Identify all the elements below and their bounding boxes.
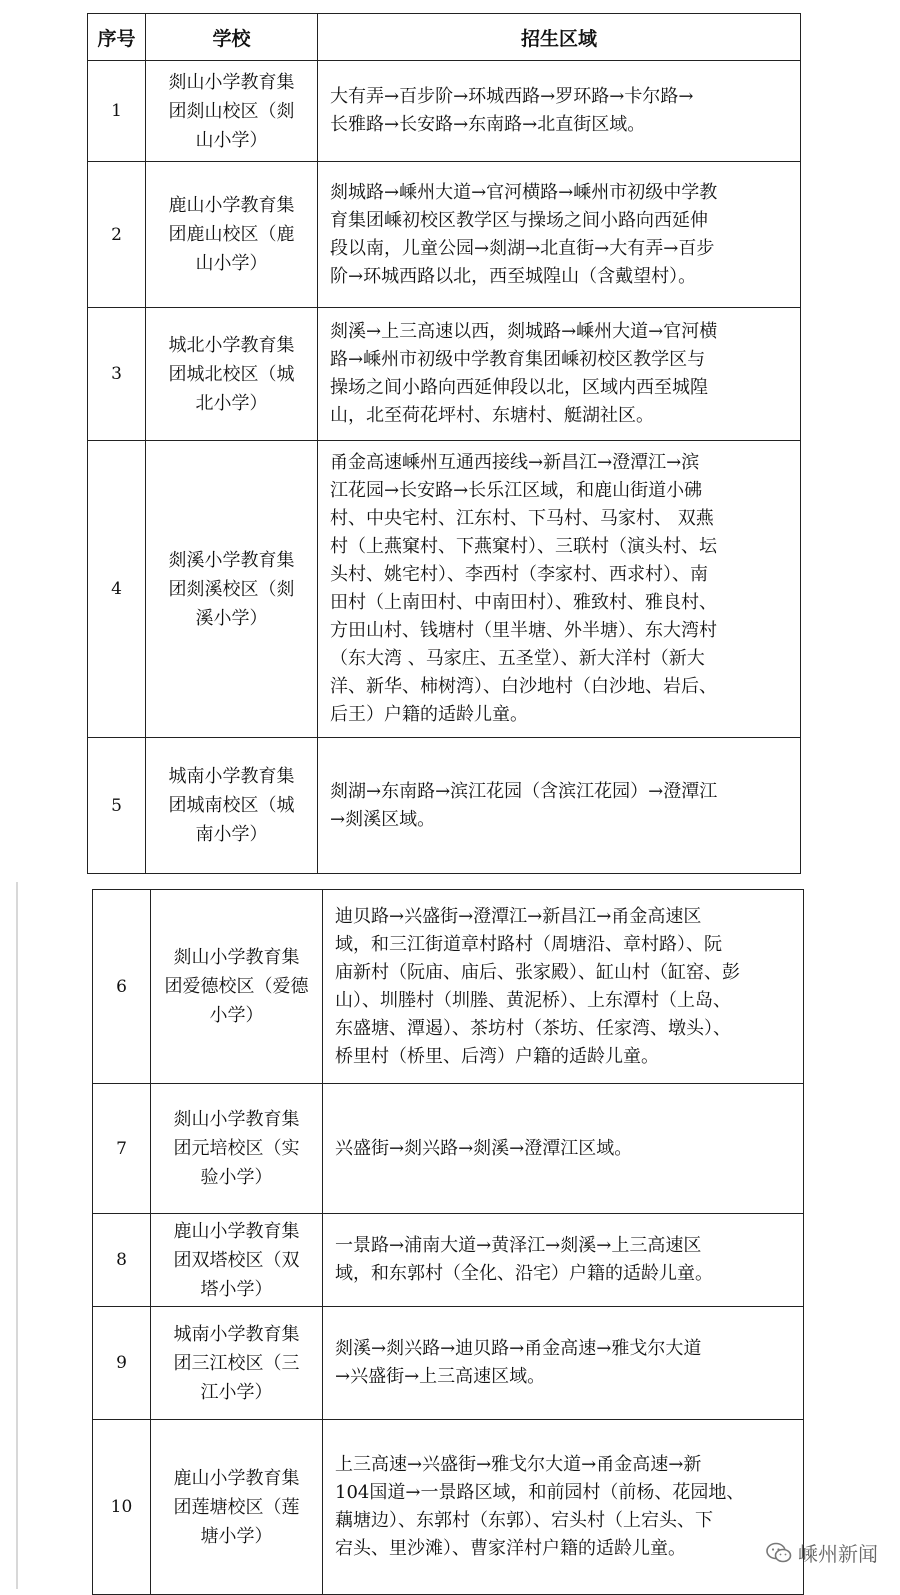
enrollment-area — [323, 1420, 804, 1595]
page-gap — [0, 876, 900, 888]
watermark — [766, 1538, 878, 1567]
enrollment-table-part-2 — [92, 889, 804, 1595]
enrollment-area-line: 路→嵊州市初级中学教育集团嵊初校区教学区与 — [330, 349, 706, 370]
school-name-line: 山小学） — [195, 253, 268, 274]
school-name-line: 塘小学） — [200, 1525, 273, 1547]
enrollment-area-line: 大有弄→百步阶→环城西路→罗环路→卡尔路→ — [330, 86, 694, 107]
school-name-line: 剡山小学教育集 — [173, 947, 300, 968]
enrollment-area-line: 东盛塘、潭遏）、茶坊村（茶坊、任家湾、墩头）、 — [335, 1017, 731, 1039]
enrollment-area-line: 长雅路→长安路→东南路→北直街区域。 — [330, 114, 646, 135]
row-index: 8 — [93, 1214, 151, 1307]
table-row — [88, 61, 801, 162]
school-name-line: 南小学） — [195, 824, 268, 845]
enrollment-area-line: 域，和东郭村（全化、沿宅）户籍的适龄儿童。 — [335, 1263, 713, 1284]
school-name-line: 塔小学） — [200, 1278, 273, 1300]
school-name — [146, 441, 318, 738]
row-index: 2 — [88, 162, 146, 308]
school-name-line: 剡山小学教育集 — [168, 71, 295, 93]
header-row — [88, 14, 801, 61]
school-name-line: 团城北校区（城 — [168, 363, 295, 385]
school-name-line: 溪小学） — [195, 607, 268, 629]
school-name-line: 团三江校区（三 — [173, 1352, 300, 1374]
school-name-line: 鹿山小学教育集 — [173, 1467, 300, 1489]
enrollment-area-line: 剡城路→嵊州大道→官河横路→嵊州市初级中学教 — [330, 181, 718, 203]
enrollment-area — [318, 61, 801, 162]
school-name-line: 团元培校区（实 — [173, 1138, 300, 1159]
table-row — [93, 1214, 804, 1307]
enrollment-area-line: 剡湖→东南路→滨江花园（含滨江花园）→澄潭江 — [330, 780, 718, 802]
enrollment-area-line: 甬金高速嵊州互通西接线→新昌江→澄潭江→滨 — [330, 452, 700, 473]
school-name-line: 剡溪小学教育集 — [168, 549, 295, 571]
row-index: 6 — [93, 890, 151, 1084]
school-name — [151, 1420, 323, 1595]
enrollment-table-part-1 — [87, 13, 801, 874]
school-name — [151, 890, 323, 1084]
table-row — [93, 1084, 804, 1214]
enrollment-area-line: 洋、新华、柿树湾）、白沙地村（白沙地、岩后、 — [330, 676, 717, 697]
school-name-line: 团爱德校区（爱德 — [164, 976, 309, 997]
row-index: 3 — [88, 308, 146, 441]
enrollment-area — [318, 738, 801, 874]
enrollment-area — [323, 890, 804, 1084]
enrollment-area-line: 一景路→浦南大道→黄泽江→剡溪→上三高速区 — [335, 1235, 702, 1256]
enrollment-area-line: 后王）户籍的适龄儿童。 — [330, 704, 528, 725]
table-row — [88, 308, 801, 441]
enrollment-area-line: 村（上燕窠村、下燕窠村）、三联村（演头村、坛 — [330, 536, 717, 557]
enrollment-area — [318, 441, 801, 738]
enrollment-area-line: 阶→环城西路以北，西至城隍山（含戴望村）。 — [330, 265, 697, 287]
school-name — [151, 1084, 323, 1214]
school-name — [146, 162, 318, 308]
school-name-line: 小学） — [209, 1005, 264, 1026]
enrollment-area-line: 村、中央宅村、江东村、下马村、马家村、 双燕 — [330, 508, 714, 529]
school-name-line: 验小学） — [200, 1167, 273, 1188]
enrollment-area-line: （东大湾 、马家庄、五圣堂）、新大洋村（新大 — [330, 648, 705, 669]
row-index: 4 — [88, 441, 146, 738]
enrollment-area-line: 育集团嵊初校区教学区与操场之间小路向西延伸 — [330, 209, 708, 231]
school-name-line: 城南小学教育集 — [168, 766, 295, 787]
table-row — [88, 738, 801, 874]
school-name-line: 山小学） — [195, 129, 268, 151]
header-index: 序号 — [88, 14, 146, 61]
enrollment-area-line: 山）、圳塍村（圳塍、黄泥桥）、上东潭村（上岛、 — [335, 989, 731, 1011]
school-name-line: 团双塔校区（双 — [173, 1249, 300, 1271]
table-row — [88, 441, 801, 738]
enrollment-area-line: →兴盛街→上三高速区域。 — [335, 1366, 546, 1387]
enrollment-area-line: 104国道→一景路区域，和前园村（前杨、花园地、 — [335, 1482, 745, 1503]
enrollment-area — [323, 1307, 804, 1420]
enrollment-area-line: 庙新村（阮庙、庙后、张家殿）、缸山村（缸窑、彭 — [335, 961, 740, 983]
enrollment-area-line: 方田山村、钱塘村（里半塘、外半塘）、东大湾村 — [330, 620, 717, 641]
table-row — [93, 1307, 804, 1420]
enrollment-area-line: 藕塘边）、东郭村（东郭）、宕头村（上宕头、下 — [335, 1510, 713, 1531]
enrollment-area-line: 剡溪→剡兴路→迪贝路→甬金高速→雅戈尔大道 — [335, 1338, 702, 1359]
school-name-line: 团城南校区（城 — [168, 795, 295, 816]
school-name-line: 团剡溪校区（剡 — [168, 578, 295, 600]
row-index: 5 — [88, 738, 146, 874]
enrollment-area-line: 操场之间小路向西延伸段以北，区域内西至城隍 — [330, 377, 708, 398]
table-row — [93, 1420, 804, 1595]
row-index: 9 — [93, 1307, 151, 1420]
school-name-line: 团剡山校区（剡 — [168, 100, 295, 122]
wechat-icon — [766, 1542, 792, 1564]
school-name — [146, 308, 318, 441]
row-index: 1 — [88, 61, 146, 162]
enrollment-area-line: →剡溪区域。 — [330, 808, 436, 830]
enrollment-area-line: 山，北至荷花坪村、东塘村、艇湖社区。 — [330, 405, 654, 426]
school-name-line: 鹿山小学教育集 — [173, 1220, 300, 1242]
enrollment-area-line: 宕头、里沙滩）、曹家洋村户籍的适龄儿童。 — [335, 1538, 686, 1559]
enrollment-area-line: 段以南，儿童公园→剡湖→北直街→大有弄→百步 — [330, 237, 715, 259]
row-index: 7 — [93, 1084, 151, 1214]
enrollment-area — [323, 1214, 804, 1307]
enrollment-area-line: 上三高速→兴盛街→雅戈尔大道→甬金高速→新 — [335, 1454, 702, 1475]
school-name-line: 团莲塘校区（莲 — [173, 1496, 300, 1518]
enrollment-area-line: 剡溪→上三高速以西，剡城路→嵊州大道→官河横 — [330, 321, 718, 342]
enrollment-area-line: 江花园→长安路→长乐江区域，和鹿山街道小砩 — [330, 480, 703, 501]
enrollment-area-line: 头村、姚宅村）、李西村（李家村、西求村）、南 — [330, 564, 708, 585]
school-name-line: 北小学） — [195, 392, 268, 414]
school-name-line: 城北小学教育集 — [168, 334, 295, 356]
school-name-line: 剡山小学教育集 — [173, 1109, 300, 1130]
header-area: 招生区域 — [318, 14, 801, 61]
enrollment-area-line: 田村（上南田村、中南田村）、雅致村、雅良村、 — [330, 592, 717, 613]
header-school: 学校 — [146, 14, 318, 61]
divider-line — [16, 882, 18, 1589]
enrollment-area — [318, 162, 801, 308]
enrollment-area-line: 桥里村（桥里、后湾）户籍的适龄儿童。 — [335, 1045, 659, 1067]
school-name-line: 团鹿山校区（鹿 — [168, 224, 295, 245]
school-name — [151, 1307, 323, 1420]
school-name-line: 城南小学教育集 — [173, 1323, 300, 1345]
enrollment-area-line: 兴盛街→剡兴路→剡溪→澄潭江区域。 — [335, 1137, 633, 1159]
enrollment-area-line: 迪贝路→兴盛街→澄潭江→新昌江→甬金高速区 — [335, 905, 702, 927]
school-name-line: 江小学） — [200, 1381, 273, 1403]
school-name — [151, 1214, 323, 1307]
enrollment-area — [323, 1084, 804, 1214]
school-name — [146, 61, 318, 162]
school-name-line: 鹿山小学教育集 — [168, 195, 295, 216]
school-name — [146, 738, 318, 874]
enrollment-area-line: 域，和三江街道章村路村（周塘沿、章村路）、阮 — [335, 933, 722, 955]
watermark-text: 嵊州新闻 — [798, 1542, 878, 1566]
table-row — [88, 162, 801, 308]
enrollment-area — [318, 308, 801, 441]
table-row — [93, 890, 804, 1084]
row-index: 10 — [93, 1420, 151, 1595]
